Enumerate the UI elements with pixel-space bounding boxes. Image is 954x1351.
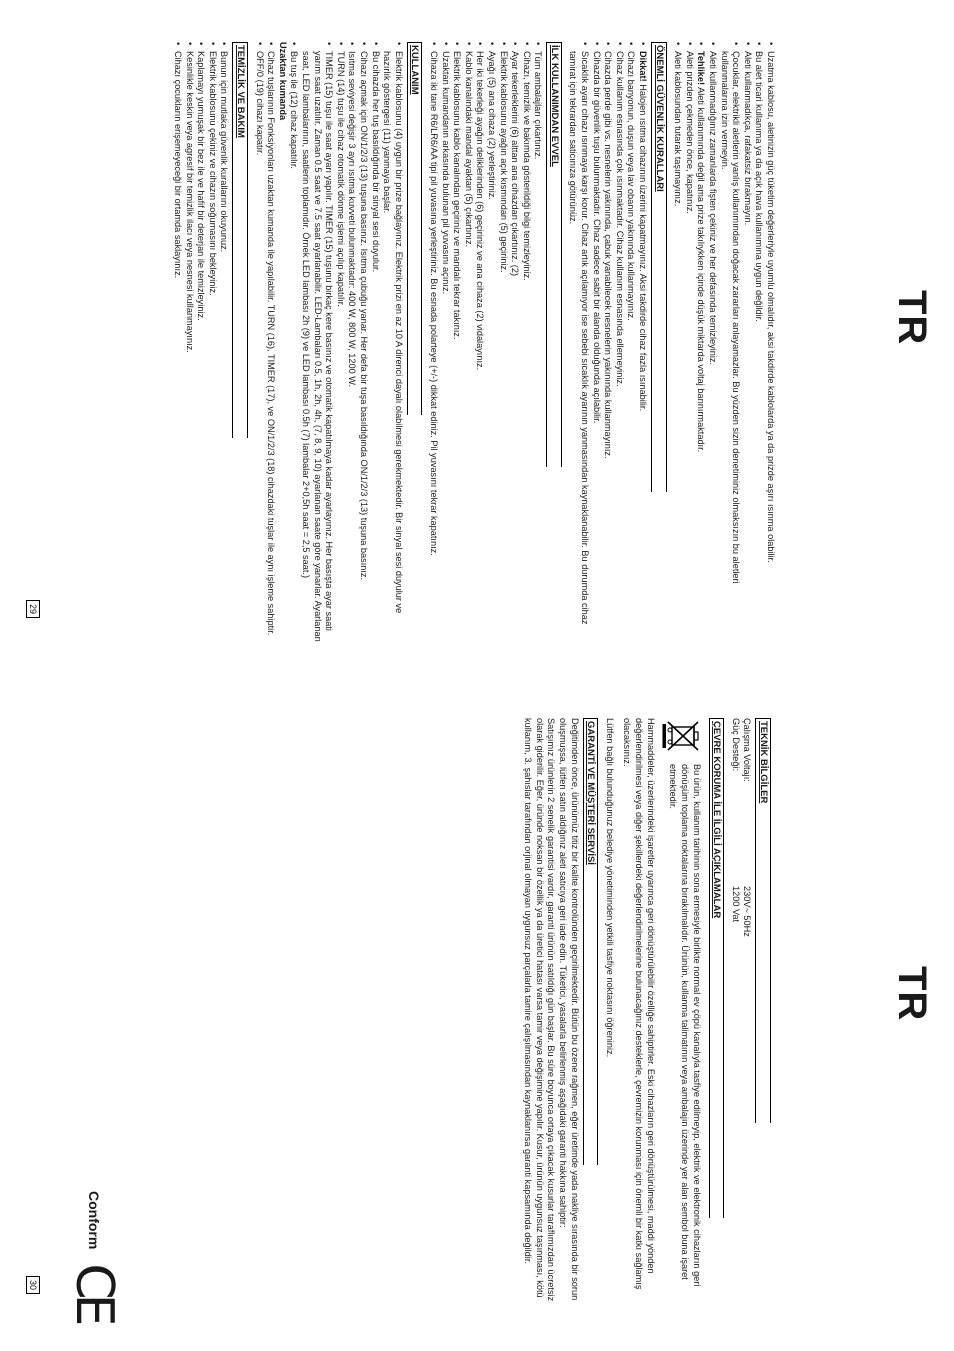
- section-heading-specs: TEKNİK BİLGİLER: [755, 718, 771, 1123]
- spec-row-voltage: [741, 718, 753, 1321]
- list-item: • Sıcaklık ayarı cihazı ısınmaya karşı korur. Cihaz artık açılamıyor ise sebebi sıcaklık ayarının yanmasından kaynaklanabilir. Bu durumda cihaz tamirat için tekrardan saticınıza götürünüz.: [567, 42, 590, 645]
- list-item: • Aleti kullanmadıkça, rafakatsiz bırakmayın.: [741, 42, 753, 645]
- warranty-paragraph: Değitimden önce, ürünümüz titiz bir kalite kontrolünden geçirilmektedir. Bütün bu özene rağmen, eğer üretimde yada nakliye sırasında bir sorun oluşmuşsa, lütfen satın aldığınız aleti satıcıya geri iade edin. Tüketici, yasalarla belirlenmiş aşağıdaki garanti hakkına sahiptir:: [558, 718, 580, 1301]
- list-item: • Elektrik kablosunu kablo kanalından geçiriniz ve mandalı tekrar takınız.: [451, 42, 463, 645]
- list-item: • Ayağı (5) ana cihaza (2) yerleştiriniz.: [485, 42, 497, 645]
- list-item: • Bunun için mutlaka güvenlik kurallarını okuyunuz.: [218, 42, 230, 645]
- list-item-tehlike: [695, 42, 707, 645]
- usage-list: [288, 42, 404, 645]
- dikkat-label: Dikkat!: [638, 51, 649, 82]
- page-29: [0, 0, 954, 675]
- tehlike-label: Tehlike!: [696, 51, 707, 86]
- list-item: • Cihazı, temizlik ve bakımda gösterildiği bilgi temizleyiniz.: [520, 42, 532, 645]
- list-item: • Cihazda bir güvenlik tuşu bulunmaktadır. Cihaz sadece sabit bir alanda olduğunda açılabilir.: [590, 42, 602, 645]
- language-code: TR: [890, 966, 934, 1022]
- section-heading-cleaning: TEMİZLİK VE BAKIM: [232, 42, 248, 438]
- page-number: 30: [26, 1276, 40, 1294]
- list-item: • Bu cihazda her tuş basıldığında bir sinyal sesi duyulur.: [369, 42, 381, 645]
- list-item: • Bu alet ticari kullanıma ya da açık hava kullanımına uygun değildir.: [753, 42, 765, 645]
- list-item: • Cihaz tuşlarının Fonksiyonları uzaktan kumanda ile yapılabilir. TURN (16), TIMER (17), ve ON/1/2/3 (18) cihazdaki tuşlar ile aynı işleme sahiptir.: [265, 42, 277, 645]
- list-item: • Elektrik kablosunu (4) uygun bir prize bağlayınız. Elektrik prizi en az 10 A direnci dayalı olabilmesi gerekmektedir. Bir sinyal sesi duyulur ve hazırlık göstergesi (11) yanmaya başlar.: [381, 42, 404, 645]
- weee-notice: [662, 718, 702, 1321]
- list-item: • Uzatma kablosu, aletinizin güç tüketim değerleriyle uyumlu olmalıdır, aksi takdirde kablolarda ya da prizde aşırı ısınma olabilir.: [764, 42, 776, 645]
- warranty-paragraph: Satışımız ürünlerin 2 senelik garantisi vardır, garanti ürünün satıldığı gün başlar. Bu süre boyunca ortaya çıkacak kusurlar taraflımızdan ücretsiz olarak giderilir. Eğer, üründe noksan bir özellik ya da üretici hatası varsa tamir veya değişimine yapılır. Kusur, ürünün uygunsuz taşınması, kötü kullanım, 3. şahıslar tarafından orjinal olmayan uygunsuz parçalarla tamire çalışılmasından kaynaklanırsa garanti kapsamında değildir.: [523, 718, 557, 1302]
- spec-value: 230V~ 50Hz: [742, 886, 753, 937]
- list-item: • Her iki tekerleği ayağın deliklerinden (6) geçiriniz ve ana cihaza (2) vidalayınız.: [474, 42, 486, 645]
- list-item: • OFF/0 (19) cihazı kapatır.: [253, 42, 265, 645]
- list-item: • TIMER (15) tuşu ile saat ayarı yapılır. TIMER (15) tuşunu birkaç kere basınız ve otomatik kapatılmaya kadar ayarlayınız. Her basışta ayar saati yarım saat uzatılır. Zaman 0.5 saat ve 7.5 saat ayarlanabilir. LED-Lambaları 0.5, 1h, 2h, 4h, (7, 8, 9, 10) ayarlanan saate göre yanarlar. Ayarlanan saat, LED lambalarının, saatlerin toplamıdır. Örnek LED lambası 2h (9) ve LED lambası 0.5h (7) lambalar 2+0,5h saat = 2,5 saat.): [299, 42, 334, 645]
- environment-paragraph: Hammaddeler, üzerlerindeki işaretler uyarınca geri dönüştürülebilir özelliğe sahiptirler. Eski cihazların geri dönüştürülmesi, maddi yönden değerlendirilmesi veya diğer şekillerdeki değerlendirilmelerine bulunacağınız desteklerle, çevremizin korunması için önemli bir katkı sağlamış olacaksınız.: [622, 718, 656, 1290]
- list-item: • Cihaz kullanım esnasında çok ısınmaktadır. Cihaz kullanım esnasında ellemeyiniz.: [613, 42, 625, 645]
- list-item: • Elektrik kablosunu çekiniz ve cihazın soğumasını bekleyiniz.: [206, 42, 218, 645]
- list-item: • Kaplamayı yumuşak bir bez ile ve hafif bir deterjan ile temizleyiniz.: [195, 42, 207, 645]
- remote-control-label: Uzaktan kumanda: [277, 42, 288, 121]
- list-item: • Cihazı açmak için ON/1/2/3 (13) tuşuna basınız. Isıtma çubuğu yanar. Her defa bir tuşa basıldığında ON/1/2/3 (13) tuşuna basınız.: [357, 42, 369, 645]
- ce-mark-icon: CE: [64, 1263, 124, 1321]
- list-item: • Uzaktan kumandanın arkasında bulunan pil yuvasını açınız.: [439, 42, 451, 645]
- section-heading-environment: ÇEVRE KORUMA İLE İLGİLİ AÇIKLAMALAR: [709, 718, 725, 1218]
- page-30: [0, 676, 954, 1351]
- page-29-content: [40, 42, 776, 645]
- spec-label: Çalışma Voltajı:: [742, 718, 753, 782]
- conformity-mark: [64, 1191, 124, 1321]
- first-use-list: [427, 42, 543, 645]
- conform-label: Conform: [86, 1191, 102, 1250]
- list-item: • Cihazı çocukların erişemeyeceği bir ortamda saklayınız.: [172, 42, 184, 645]
- list-item: • Cihazı banyonun, duşun veya lav obanın yakınında kullanmayınız.: [625, 42, 637, 645]
- section-heading-warranty: GARANTİ VE MÜŞTERİ SERVİSİ: [583, 718, 599, 1165]
- tehlike-text: Aleti kullanımında değil ama prize takılıykken içinde düşük miktarda voltaj bannırmaktadır.: [696, 85, 707, 453]
- page-number: 29: [26, 600, 40, 618]
- list-item: • Ayar tekerleklerini (6) alttan ana cihazdan çıkartınız. (2): [509, 42, 521, 645]
- safety-list: [567, 42, 648, 645]
- list-item: • Kesinlikle keskin veya agresif bir temizlik ilacı veya nesnesi kullanmayınız.: [183, 42, 195, 645]
- cleaning-list: [172, 42, 230, 645]
- list-item: • Cihaza iki tane R6/LR6/AA tipi pil yuvasına yerleştiriniz. Bu esnada polarteye (+/-) dikkat ediniz. Pil yuvasını tekrar kapatınız.: [427, 42, 439, 645]
- list-item: • TURN (14) tuşu ile cihaz otomatik dönme işlemi açılıp kapatılır.: [334, 42, 346, 645]
- spec-row-power: [729, 718, 741, 1321]
- spec-value: 1200 Vat: [730, 886, 741, 923]
- list-item: • Çocuklar, elektrikli aletlerin yanlış kullanımından doğacak zararları anlayamazlar. Bu yüzden sizin denetiminiz olmaksızın bu aletleri kullanmalarına izin vermeyin.: [718, 42, 741, 645]
- list-item: • Tüm ambalajları çıkartınız.: [532, 42, 544, 645]
- weee-text: Bu ürün, kullanım tarihinin sona ermesiyle birlikte normal ev çöpü kanalıyla tasfiye edilmeyip, elektrik ve elektronik cihazların geri dönüşüm toplama noktalarına bırakılmalıdır. Ürünün, kullanma talimatının veya ambalajın üzerinde yer alan sembol buna işaret etmektedir.: [668, 764, 702, 1287]
- crossed-bin-icon: [662, 718, 702, 756]
- list-item: • Bu tuş ile (12) cihaz kapatılır.: [288, 42, 300, 645]
- list-item: • Aleti prizden çekmeden önce, kapatınız.: [683, 42, 695, 645]
- list-item: • Elektrik kablosunu ayağın açık kısmından (5) geçiriniz.: [497, 42, 509, 645]
- list-item: • Cihazda perde gibi vs. nesnelerin yakınında, çabuk yanabilecek nesnelerin yakınında kullanmayınız.: [602, 42, 614, 645]
- list-item: • Aleti kullanmadığınız zamanlarda fişten çekiniz ve her defasında temizleyiniz.: [706, 42, 718, 645]
- section-heading-first-use: İLK KULLANIMDAN EVVEL: [546, 42, 562, 467]
- spec-label: Güç Desteği:: [730, 718, 741, 772]
- language-code: TR: [890, 290, 934, 346]
- section-heading-safety: ÖNEMLİ GÜVENLİK KURALLARI: [651, 42, 667, 492]
- page-30-content: [40, 718, 776, 1321]
- intro-list: [672, 42, 776, 645]
- remote-list: [253, 42, 276, 645]
- list-item: • Aleti kablosundan tutarak taşımayınız.: [672, 42, 684, 645]
- list-item: • Isıtma seviyesi değişir 3 ayrı ısıtma kuvveti bulunmaktadır: 400 W, 800 W, 1200 W.: [346, 42, 358, 645]
- dikkat-text: Halojen ısıtma cihazının üzerini kapatmayınız. Aksi takdirde cihaz fazla ısınabilir.: [638, 81, 649, 412]
- environment-paragraph: Lütfen bağlı bulunduğunuz belediye yönetiminden yetkili tasfiye noktasını öğreniniz.: [604, 718, 615, 1058]
- list-item: • Kablo kanalındaki mandal ayaktan (5) çıkartınız.: [462, 42, 474, 645]
- list-item-dikkat: [636, 42, 648, 645]
- section-heading-usage: KULLANIM: [407, 42, 423, 415]
